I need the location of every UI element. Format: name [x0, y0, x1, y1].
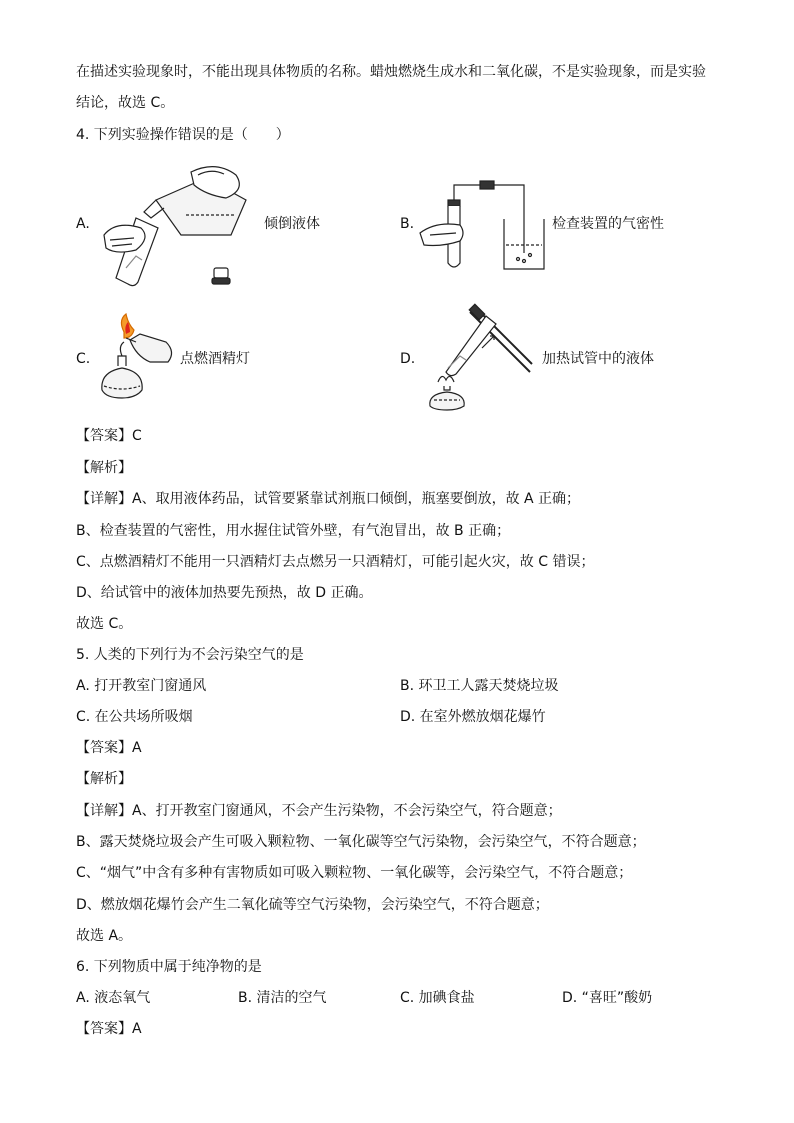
- q6-answer: [76, 1019, 142, 1039]
- q6-stem: 6. 下列物质中属于纯净物的是: [76, 959, 262, 975]
- q5-analysis-label: 【解析】: [76, 771, 132, 787]
- q5-detail-5: 故选 A。: [76, 928, 133, 944]
- heating-test-tube-illustration: [420, 302, 540, 412]
- q4-detail-5: 故选 C。: [76, 616, 133, 632]
- q4-stem: 4. 下列实验操作错误的是（ ）: [76, 127, 290, 143]
- q4-option-c-letter: C.: [76, 351, 91, 367]
- answer-value: A: [132, 740, 142, 756]
- answer-value: A: [132, 1021, 142, 1037]
- q5-option-a: A. 打开教室门窗通风: [76, 678, 207, 694]
- q6-option-a: A. 液态氧气: [76, 990, 151, 1006]
- q4-option-b-letter: B.: [400, 216, 415, 232]
- answer-value: C: [132, 428, 142, 444]
- q5-stem: 5. 人类的下列行为不会污染空气的是: [76, 647, 304, 663]
- q6-option-d: D. “喜旺”酸奶: [562, 990, 653, 1006]
- q4-detail-1: 【详解】A、取用液体药品，试管要紧靠试剂瓶口倾倒，瓶塞要倒放，故 A 正确；: [76, 491, 581, 507]
- q5-option-c: C. 在公共场所吸烟: [76, 709, 193, 725]
- q4-detail-3: C、点燃酒精灯不能用一只酒精灯去点燃另一只酒精灯，可能引起火灾，故 C 错误；: [76, 554, 595, 570]
- q5-detail-3: C、“烟气”中含有多种有害物质如可吸入颗粒物、一氧化碳等，会污染空气，不符合题意；: [76, 865, 633, 881]
- q4-analysis-label: 【解析】: [76, 460, 132, 476]
- q4-answer: [76, 426, 142, 446]
- lighting-alcohol-lamp-illustration: [96, 312, 186, 404]
- q4-option-a-caption: 倾倒液体: [264, 216, 320, 232]
- q4-option-c-caption: 点燃酒精灯: [180, 351, 250, 367]
- q5-option-b: B. 环卫工人露天焚烧垃圾: [400, 678, 559, 694]
- q5-detail-1: 【详解】A、打开教室门窗通风，不会产生污染物，不会污染空气，符合题意；: [76, 803, 562, 819]
- answer-label: 【答案】: [76, 428, 132, 444]
- q4-option-b-caption: 检查装置的气密性: [552, 216, 664, 232]
- q4-option-a-letter: A.: [76, 216, 90, 232]
- q3-explanation-line1: 在描述实验现象时，不能出现具体物质的名称。蜡烛燃烧生成水和二氧化碳，不是实验现象，而是实验: [76, 64, 706, 80]
- q4-option-d-letter: D.: [400, 351, 416, 367]
- q5-answer: [76, 738, 142, 758]
- answer-label: 【答案】: [76, 740, 132, 756]
- q4-option-d-caption: 加热试管中的液体: [542, 351, 654, 367]
- q5-detail-4: D、燃放烟花爆竹会产生二氧化硫等空气污染物，会污染空气，不符合题意；: [76, 897, 549, 913]
- airtightness-check-illustration: [420, 175, 550, 275]
- q4-detail-2: B、检查装置的气密性，用水握住试管外壁，有气泡冒出，故 B 正确；: [76, 523, 511, 539]
- q6-option-b: B. 清洁的空气: [238, 990, 327, 1006]
- answer-label: 【答案】: [76, 1021, 132, 1037]
- pouring-liquid-illustration: [96, 160, 256, 290]
- q4-detail-4: D、给试管中的液体加热要先预热，故 D 正确。: [76, 585, 373, 601]
- q6-option-c: C. 加碘食盐: [400, 990, 475, 1006]
- q5-option-d: D. 在室外燃放烟花爆竹: [400, 709, 546, 725]
- q3-explanation-line2: 结论，故选 C。: [76, 95, 175, 111]
- q5-detail-2: B、露天焚烧垃圾会产生可吸入颗粒物、一氧化碳等空气污染物，会污染空气，不符合题意；: [76, 834, 646, 850]
